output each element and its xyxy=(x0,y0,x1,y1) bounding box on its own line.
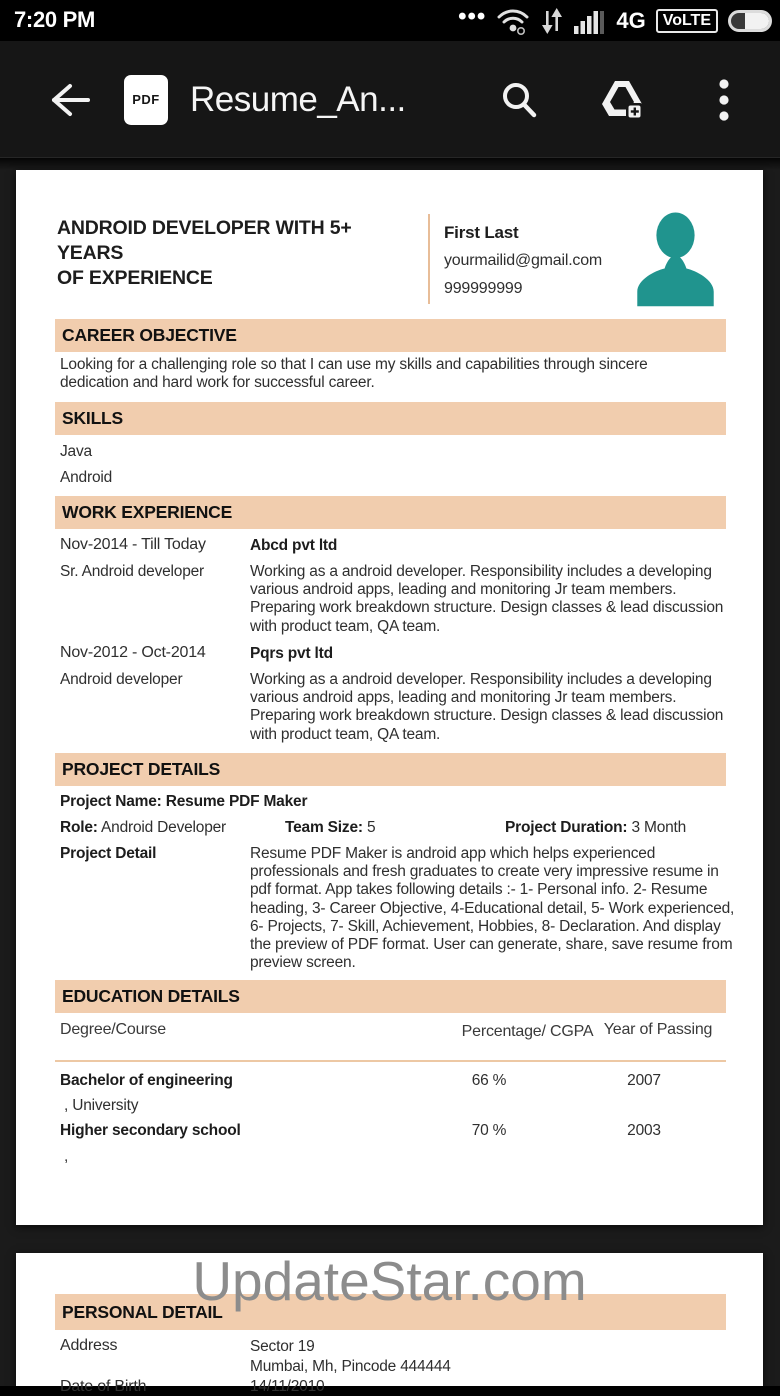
back-arrow-icon xyxy=(48,80,92,120)
edu-year: 2003 xyxy=(627,1122,661,1139)
section-heading: EDUCATION DETAILS xyxy=(62,986,240,1006)
app-bar-shadow xyxy=(0,158,780,170)
section-career-objective-bar xyxy=(55,319,726,352)
pdf-viewer-scroll-area[interactable] xyxy=(0,158,780,1395)
edu-sub: , University xyxy=(64,1097,139,1114)
contact-email: yourmailid@gmail.com xyxy=(444,252,603,269)
document-title: Resume_An... xyxy=(190,79,406,119)
work-company: Abcd pvt ltd xyxy=(250,537,338,554)
skill-item: Java xyxy=(60,443,92,460)
edu-col-percentage-header: Percentage/ CGPA xyxy=(461,1023,594,1040)
edu-sub: , xyxy=(64,1148,69,1165)
skill-item: Android xyxy=(60,469,113,486)
clock: 7:20 PM xyxy=(14,7,96,32)
dob-value: 14/11/2010 xyxy=(250,1378,325,1395)
network-type-label: 4G xyxy=(616,7,646,33)
search-button[interactable] xyxy=(489,41,549,158)
watermark: UpdateStar.com xyxy=(192,1250,587,1312)
section-project-details-bar xyxy=(55,753,726,786)
pdf-file-icon xyxy=(118,41,174,158)
battery-icon xyxy=(728,10,772,32)
add-to-drive-button[interactable] xyxy=(592,41,654,158)
contact-block xyxy=(444,219,602,303)
edu-degree: Higher secondary school xyxy=(60,1122,241,1139)
edu-percent: 70 % xyxy=(471,1122,507,1139)
project-name-row xyxy=(60,793,307,811)
team-size-value: 5 xyxy=(366,819,376,836)
app-bar xyxy=(0,41,780,158)
section-education-details-bar xyxy=(55,980,726,1013)
section-heading: WORK EXPERIENCE xyxy=(62,502,233,522)
overflow-menu-icon xyxy=(718,78,730,122)
add-to-drive-icon xyxy=(600,79,646,121)
edu-col-degree-header: Degree/Course xyxy=(60,1021,166,1038)
more-dots-icon: ••• xyxy=(458,2,487,30)
section-heading: PERSONAL DETAIL xyxy=(62,1301,223,1322)
pdf-file-type-label: PDF xyxy=(132,92,160,107)
resume-headline: ANDROID DEVELOPER WITH 5+ YEARS OF EXPERIENCE xyxy=(57,217,352,289)
project-name-label: Project Name: xyxy=(60,793,162,810)
project-role-label: Role: xyxy=(60,819,98,836)
contact-divider xyxy=(428,214,430,304)
overflow-menu-button[interactable] xyxy=(698,41,750,158)
edu-col-year-header: Year of Passing xyxy=(603,1021,713,1038)
edu-year: 2007 xyxy=(627,1072,661,1089)
project-name-value: Resume PDF Maker xyxy=(165,793,308,810)
section-heading: CAREER OBJECTIVE xyxy=(62,325,237,345)
back-button[interactable] xyxy=(40,41,100,158)
work-description: Working as a android developer. Responsibility includes a developing various android apps, leading and monitoring Jr team members. Preparing work breakdown structure. Design classes & lead discussion with product team, QA team. xyxy=(250,671,724,743)
address-label: Address xyxy=(60,1337,118,1354)
search-icon xyxy=(498,79,540,121)
signal-bars-icon xyxy=(574,8,606,34)
work-period: Nov-2014 - Till Today xyxy=(60,536,206,553)
section-work-experience-bar xyxy=(55,496,726,529)
volte-badge: VoLTE xyxy=(656,9,718,33)
project-duration-value: 3 Month xyxy=(631,819,687,836)
address-value: Sector 19 Mumbai, Mh, Pincode 444444 xyxy=(250,1338,451,1375)
edu-percent: 66 % xyxy=(471,1072,507,1089)
dob-label: Date of Birth xyxy=(60,1378,147,1395)
project-duration-label: Project Duration: xyxy=(505,819,628,836)
avatar xyxy=(630,210,721,307)
work-role: Android developer xyxy=(60,671,183,688)
wifi-icon xyxy=(496,7,530,35)
section-skills-bar xyxy=(55,402,726,435)
career-objective-text: Looking for a challenging role so that I can use my skills and capabilities through sincere dedication and hard work for successful career. xyxy=(60,356,648,392)
project-detail-label: Project Detail xyxy=(60,845,157,862)
pdf-page-1 xyxy=(16,170,763,1225)
section-heading: PROJECT DETAILS xyxy=(62,759,221,779)
contact-name: First Last xyxy=(444,223,519,242)
project-detail-text: Resume PDF Maker is android app which helps experienced professionals and fresh graduates to create very impressive resume in pdf format. App takes following details :- 1- Personal info. 2- Resume heading, 3- Career Objective, 4-Educational detail, 5- Work experienced, 6- Projects, 7- Skill, Achievement, Hobbies, 8- Declaration. And display the preview of PDF format. User can generate, share, save resume from preview screen. xyxy=(250,845,735,972)
team-size-label: Team Size: xyxy=(285,819,363,836)
data-transfer-arrows-icon xyxy=(540,7,564,35)
work-company: Pqrs pvt ltd xyxy=(250,645,333,662)
contact-phone: 999999999 xyxy=(444,280,523,297)
project-role-value: Android Developer xyxy=(101,819,227,836)
education-table-divider xyxy=(55,1060,726,1062)
work-role: Sr. Android developer xyxy=(60,563,205,580)
pdf-page-2 xyxy=(16,1250,763,1395)
work-description: Working as a android developer. Responsibility includes a developing various android apps, leading and monitoring Jr team members. Preparing work breakdown structure. Design classes & lead discussion with product team, QA team. xyxy=(250,563,724,635)
section-heading: SKILLS xyxy=(62,408,124,428)
work-period: Nov-2012 - Oct-2014 xyxy=(60,644,206,661)
edu-degree: Bachelor of engineering xyxy=(60,1072,233,1089)
status-bar xyxy=(0,0,780,41)
